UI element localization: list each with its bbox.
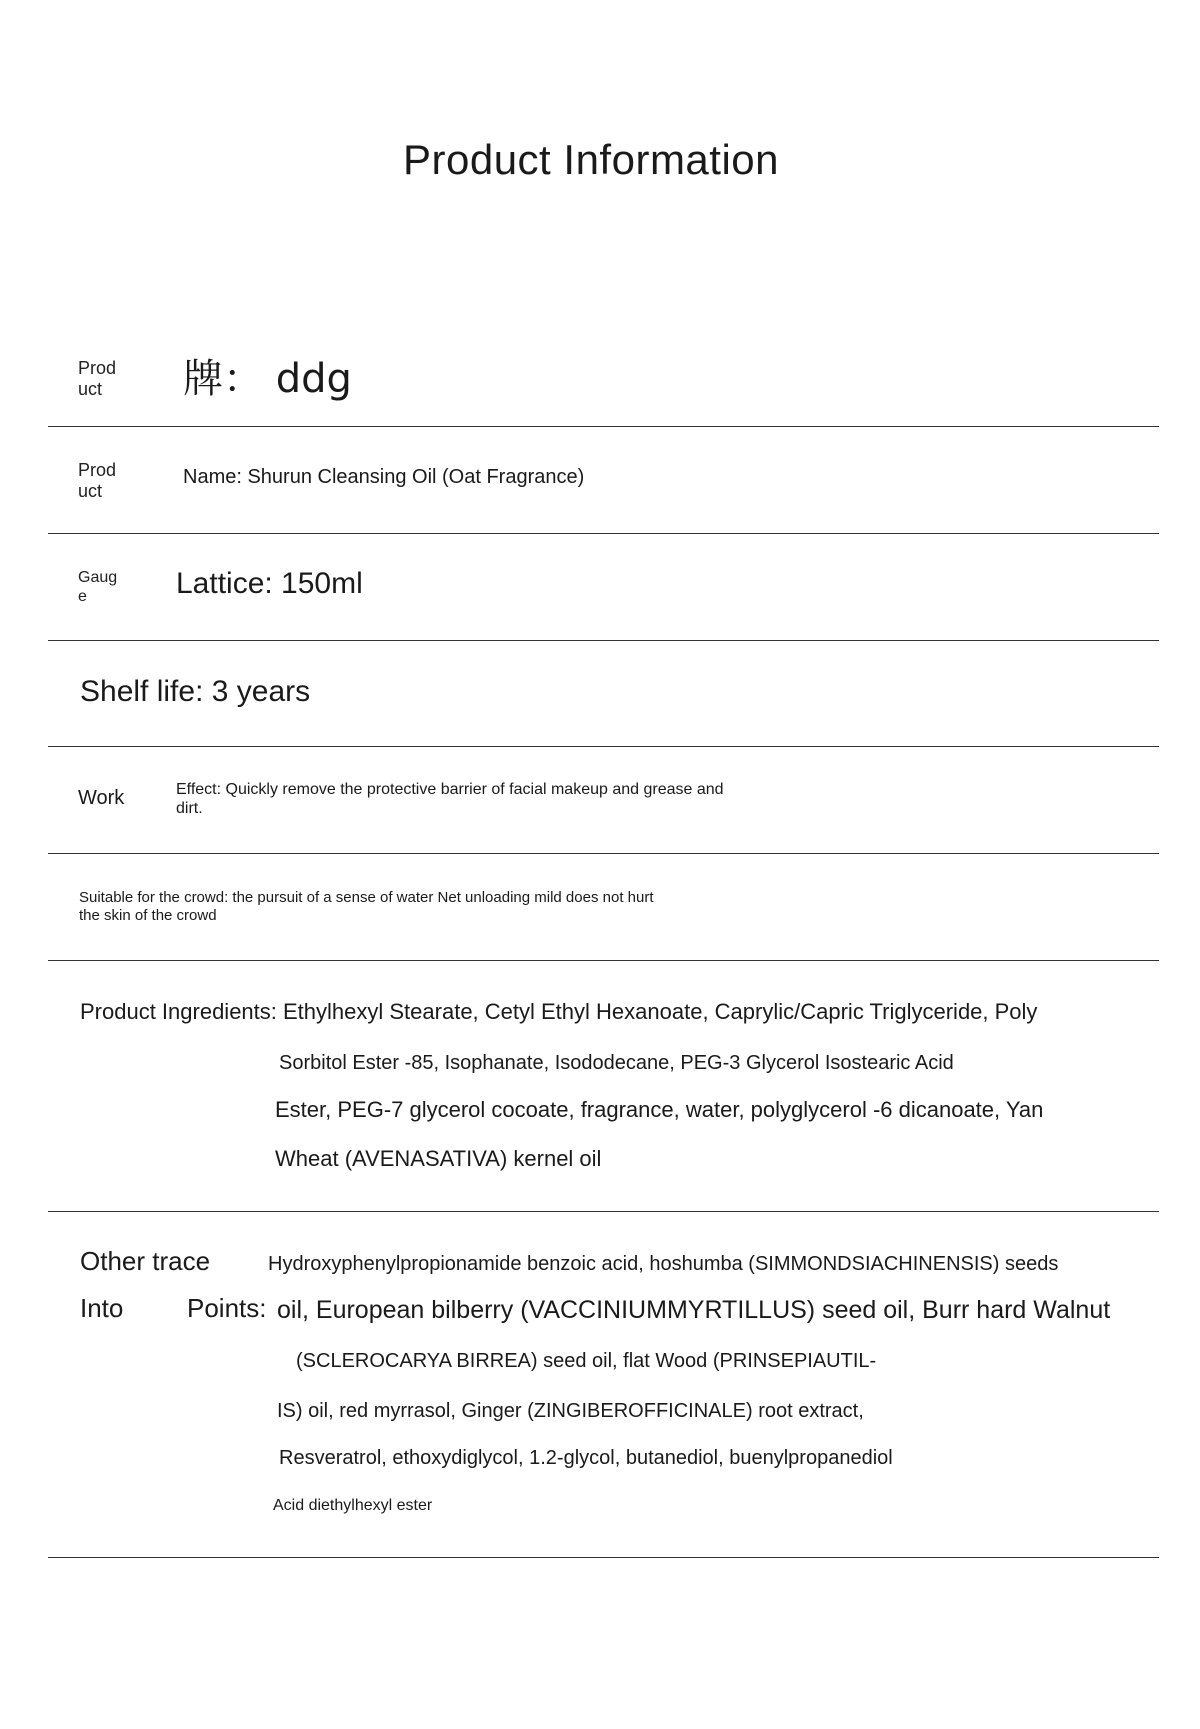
divider [48,1211,1159,1212]
name-value: Name: Shurun Cleansing Oil (Oat Fragrance) [183,466,585,488]
trace-line1: Hydroxyphenylpropionamide benzoic acid, hoshumba (SIMMONDSIACHINENSIS) seeds [268,1253,1059,1275]
gauge-label-line2: e [78,588,87,605]
trace-label-line2: Into [80,1293,124,1323]
ingredients-line4: Wheat (AVENASATIVA) kernel oil [275,1146,602,1171]
gauge-value: Lattice: 150ml [176,567,363,600]
suitable-line1: Suitable for the crowd: the pursuit of a sense of water Net unloading mild does not hurt [79,889,654,906]
trace-points-label: Points: [187,1293,267,1323]
divider [48,533,1159,534]
name-label-line2: uct [78,481,103,501]
trace-line6: Acid diethylhexyl ester [273,1497,433,1514]
trace-label-line1: Other trace [80,1246,211,1276]
ingredients-line3: Ester, PEG-7 glycerol cocoate, fragrance, water, polyglycerol -6 dicanoate, Yan [275,1097,1044,1122]
suitable-line2: the skin of the crowd [79,907,217,924]
trace-line2: oil, European bilberry (VACCINIUMMYRTILLUS) seed oil, Burr hard Walnut [277,1296,1111,1324]
trace-line5: Resveratrol, ethoxydiglycol, 1.2-glycol, butanediol, buenylpropanediol [279,1447,893,1469]
divider [48,960,1159,961]
page-title: Product Information [402,136,779,183]
gauge-label-line1: Gaug [78,569,118,586]
effect-line2: dirt. [176,800,203,817]
divider [48,746,1159,747]
brand-label-line1: Prod [78,358,117,378]
divider [48,853,1159,854]
trace-line3: (SCLEROCARYA BIRREA) seed oil, flat Wood (PRINSEPIAUTIL- [296,1350,877,1372]
divider [48,640,1159,641]
trace-line4: IS) oil, red myrrasol, Ginger (ZINGIBEROFFICINALE) root extract, [277,1400,864,1422]
effect-line1: Effect: Quickly remove the protective barrier of facial makeup and grease and [176,781,724,798]
shelf-life-value: Shelf life: 3 years [80,675,311,708]
work-label: Work [78,787,125,809]
divider [48,1557,1159,1558]
ingredients-line2: Sorbitol Ester -85, Isophanate, Isododecane, PEG-3 Glycerol Isostearic Acid [279,1052,954,1074]
brand-label-line2: uct [78,379,103,399]
ingredients-line1: Product Ingredients: Ethylhexyl Stearate, Cetyl Ethyl Hexanoate, Caprylic/Capric Triglyceride, Poly [80,999,1038,1024]
brand-value: 牌： ddg [183,356,352,402]
name-label-line1: Prod [78,460,117,480]
divider [48,426,1159,427]
